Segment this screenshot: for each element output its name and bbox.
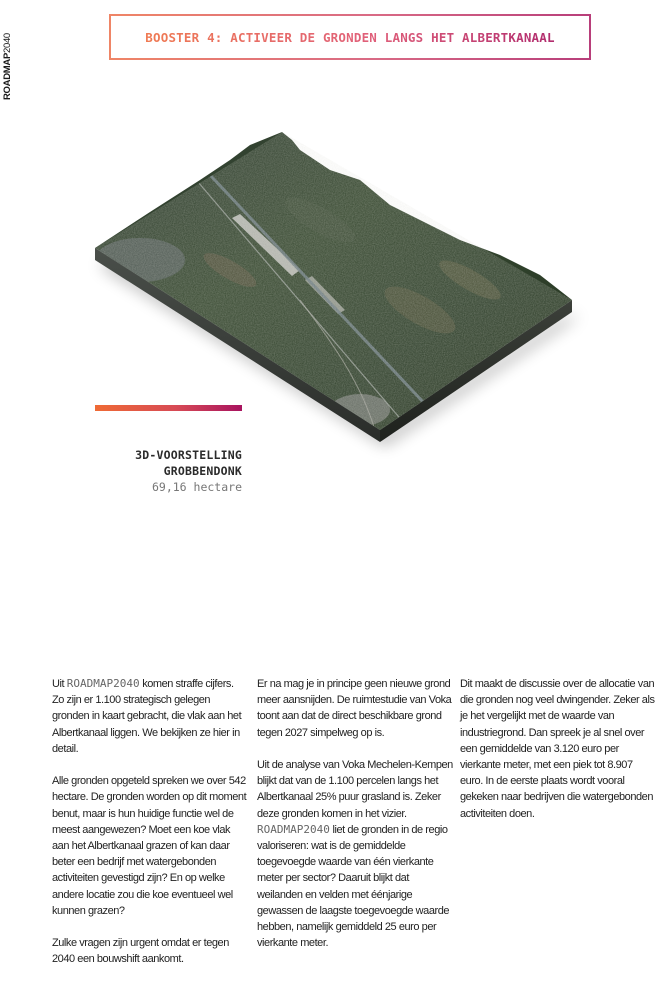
text-run: liet de gronden in de regio valoriseren: wat is de gemiddelde toegevoegde waarde van één vierkante meter per sector? Daaruit blijkt dat weilanden en velden met éénjarige gewassen de laagste toegevoegde waarde hebben, namelijk gemiddeld 25 euro per vierkante meter. xyxy=(257,823,450,950)
booster-title: BOOSTER 4: ACTIVEER DE GRONDEN LANGS HET ALBERTKANAAL xyxy=(145,29,555,45)
caption-accent-bar xyxy=(95,405,242,411)
paragraph: Zulke vragen zijn urgent omdat er tegen 2040 een bouwshift aankomt. xyxy=(52,937,229,966)
side-label-bold: ROADMAP xyxy=(2,53,13,100)
article-column-1 xyxy=(52,676,248,984)
caption-title-line1: 3D-VOORSTELLING xyxy=(135,448,242,462)
roadmap-brand-inline: ROADMAP2040 xyxy=(66,677,140,690)
paragraph: Er na mag je in principe geen nieuwe grond meer aansnijden. De ruimtestudie van Voka toont aan dat de direct beschikbare grond tegen 2027 simpelweg op is. xyxy=(257,678,452,739)
paragraph xyxy=(257,757,453,951)
text-run: Uit de analyse van Voka Mechelen-Kempen blijkt dat van de 1.100 percelen langs het Albertkanaal 25% puur grasland is. Zeker deze gronden komen in het vizier. xyxy=(257,759,453,820)
map-texture xyxy=(0,100,666,480)
article-column-3 xyxy=(460,676,656,838)
article-column-2 xyxy=(257,676,453,968)
booster-title-box xyxy=(109,14,591,60)
figure-caption xyxy=(60,447,242,495)
caption-title-line2: GROBBENDONK xyxy=(163,464,242,478)
terrain-3d-map xyxy=(0,100,666,480)
paragraph xyxy=(52,676,248,757)
paragraph: Alle gronden opgeteld spreken we over 542 hectare. De gronden worden op dit moment benut, maar is hun huidige functie wel de meest aangewezen? Moet een koe vlak aan het Albertkanaal grazen of kan daar beter een bedrijf met watergebonden activiteiten gevestigd zijn? En op welke andere locatie zou die koe eventueel wel kunnen grazen? xyxy=(52,775,247,917)
caption-area: 69,16 hectare xyxy=(151,480,242,494)
paragraph: Dit maakt de discussie over de allocatie van die gronden nog veel dwingender. Zeker als je het vergelijkt met de waarde van industriegrond. Dan spreek je al snel over een gemiddelde van 3.120 euro per vierkante meter, met een piek tot 8.907 euro. In de eerste plaats wordt vooral gekeken naar bedrijven die watergebonden activiteiten doen. xyxy=(460,678,655,820)
text-run: Uit xyxy=(52,678,65,690)
text-run: komen straffe cijfers. Zo zijn er 1.100 strategisch gelegen gronden in kaart gebracht, die vlak aan het Albertkanaal liggen. We bekijken ze hier in detail. xyxy=(52,678,242,755)
roadmap-side-label xyxy=(2,20,16,100)
roadmap-brand-inline: ROADMAP2040 xyxy=(257,822,330,836)
side-label-regular: 2040 xyxy=(2,33,13,54)
